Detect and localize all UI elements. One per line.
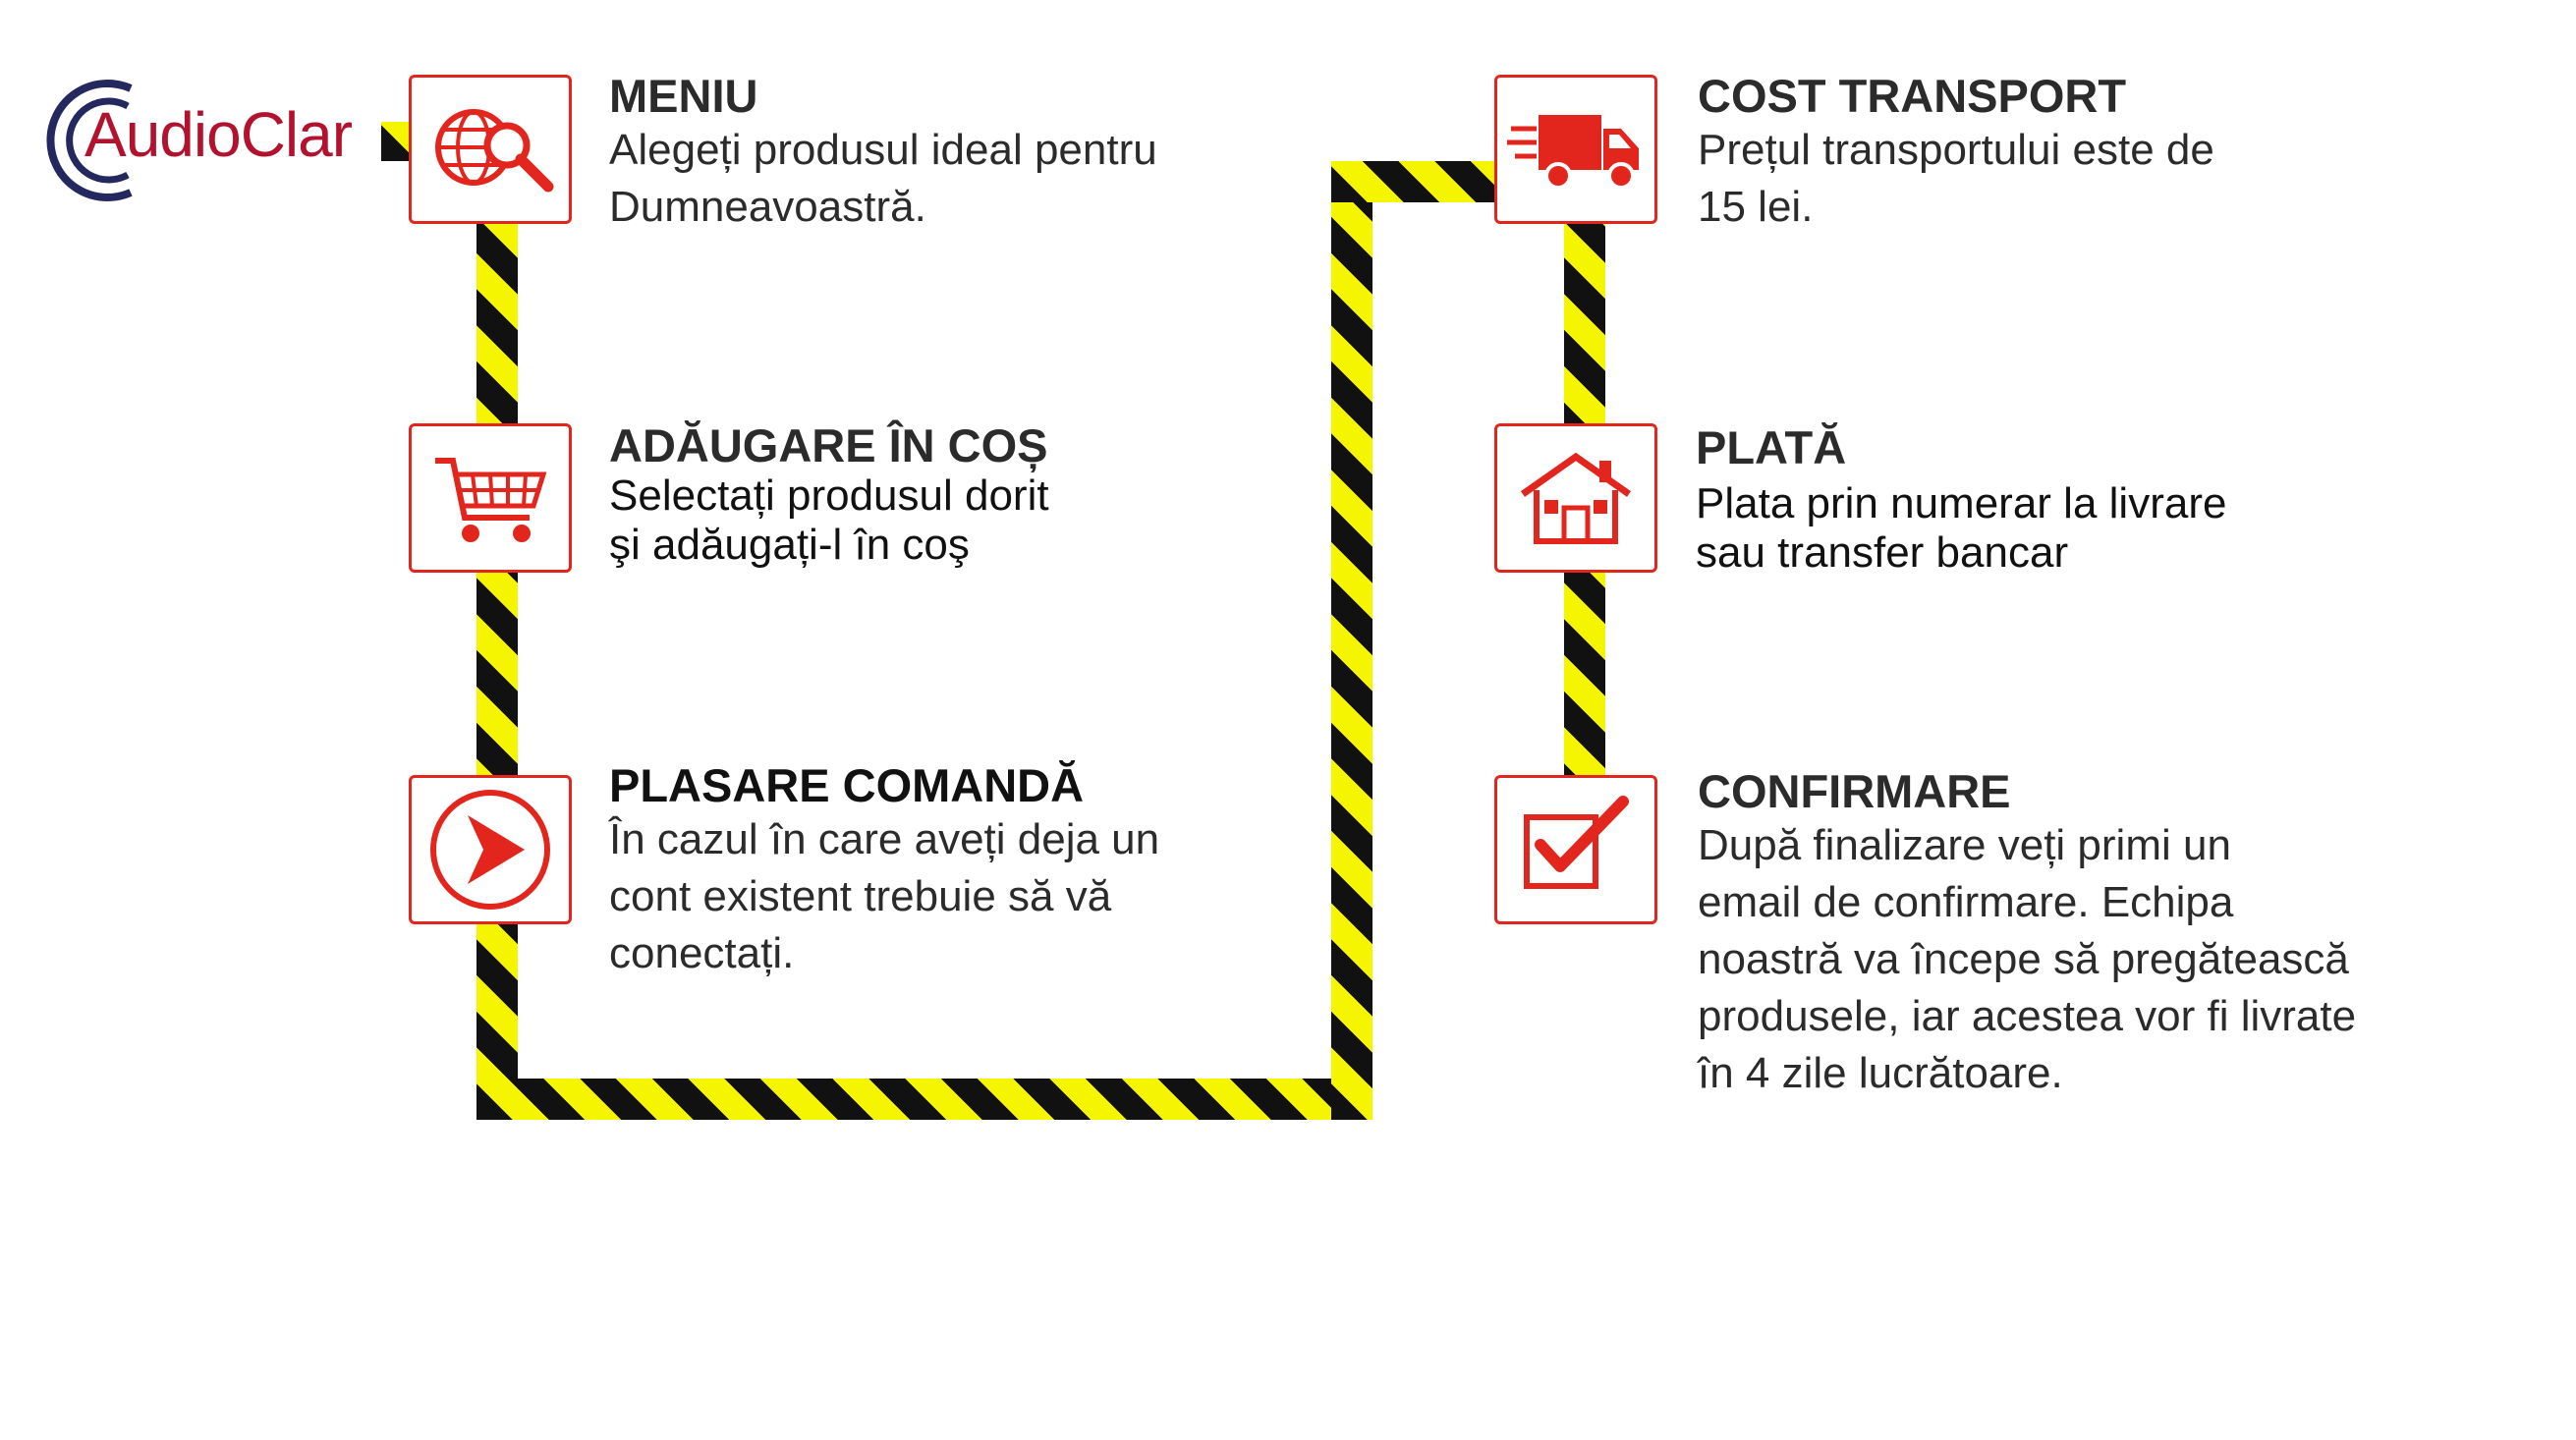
- step-description: În cazul în care aveți deja un cont existent trebuie să vă conectați.: [609, 815, 1160, 977]
- house-icon: [1517, 449, 1635, 547]
- step-title: COST TRANSPORT: [1698, 70, 2127, 122]
- step-confirmare: [1698, 766, 2464, 1102]
- step-meniu: [609, 71, 1238, 236]
- play-arrow-icon: [426, 786, 554, 914]
- step-transport: [1698, 71, 2405, 236]
- shopping-cart-icon: [431, 449, 549, 547]
- step-plasare-icon-box: [409, 775, 572, 924]
- step-adaugare: [609, 420, 1238, 570]
- step-plata: [1696, 422, 2403, 578]
- globe-search-icon: [426, 100, 554, 198]
- step-plata-icon-box: [1494, 423, 1657, 573]
- hazard-path-bottom-horizontal: [476, 1079, 1372, 1120]
- step-description: Selectați produsul dorit şi adăugați-l în coş: [609, 471, 1049, 569]
- audioclar-logo: [37, 77, 411, 204]
- step-description: Plata prin numerar la livrare sau transfer bancar: [1696, 479, 2227, 577]
- hazard-path-left-vertical: [476, 138, 518, 1120]
- step-title: CONFIRMARE: [1698, 765, 2011, 817]
- logo-text: AudioClar: [84, 99, 353, 170]
- step-title: MENIU: [609, 70, 758, 122]
- step-description: Prețul transportului este de 15 lei.: [1698, 126, 2214, 231]
- step-plasare: [609, 760, 1277, 982]
- step-description: După finalizare veți primi un email de confirmare. Echipa noastră va începe să pregătească produsele, iar acestea vor fi livrate în 4 zile lucrătoare.: [1698, 821, 2357, 1097]
- step-meniu-icon-box: [409, 75, 572, 224]
- step-description: Alegeți produsul ideal pentru Dumneavoastră.: [609, 126, 1157, 231]
- step-title: PLASARE COMANDĂ: [609, 759, 1085, 811]
- step-confirmare-icon-box: [1494, 775, 1657, 924]
- step-cart-icon-box: [409, 423, 572, 573]
- step-transport-icon-box: [1494, 75, 1657, 224]
- hazard-path-middle-vertical: [1331, 161, 1372, 1120]
- step-title: ADĂUGARE ÎN COȘ: [609, 419, 1048, 471]
- delivery-truck-icon: [1507, 105, 1645, 194]
- checkbox-icon: [1517, 796, 1635, 904]
- step-title: PLATĂ: [1696, 421, 1847, 473]
